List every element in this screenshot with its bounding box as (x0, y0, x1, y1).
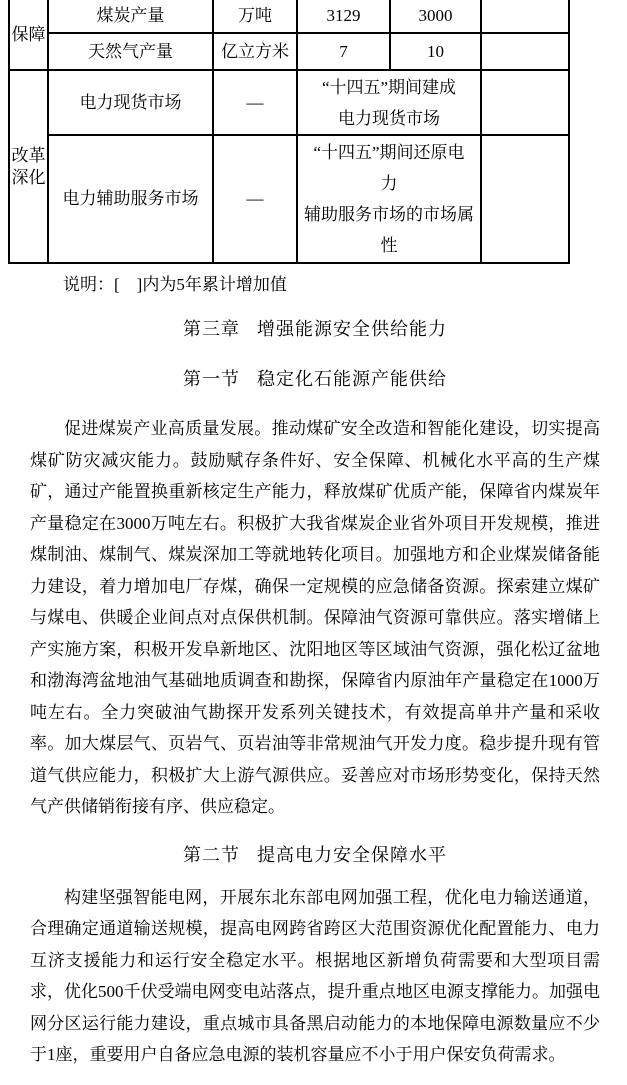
value-cell: 10 (390, 33, 481, 70)
empty-cell (481, 135, 569, 263)
unit-cell: 万吨 (213, 0, 297, 33)
body-paragraph-1: 促进煤炭产业高质量发展。推动煤矿安全改造和智能化建设，切实提高煤矿防灾减灾能力。鼓励赋存条件好、安全保障、机械化水平高的生产煤矿，通过产能置换重新核定生产能力，释放煤矿优质产能，保障省内煤炭年产量稳定在3000万吨左右。积极扩大我省煤炭企业省外项目开发规模，推进煤制油、煤制气、煤炭深加工等就地转化项目。加强地方和企业煤炭储备能力建设，着力增加电厂存煤，确保一定规模的应急储备资源。探索建立煤矿与煤电、供暖企业间点对点保供机制。保障油气资源可靠供应。落实增储上产实施方案，积极开发阜新地区、沈阳地区等区域油气资源，强化松辽盆地和渤海湾盆地油气基础地质调查和勘探，保障省内原油年产量稳定在1000万吨左右。全力突破油气勘探开发系列关键技术，有效提高单井产量和采收率。加大煤层气、页岩气、页岩油等非常规油气开发力度。稳步提升现有管道气供应能力，积极扩大上游气源供应。妥善应对市场形势变化，保持天然气产供储销衔接有序、供应稳定。 (30, 419, 600, 816)
section-heading-2 (30, 843, 600, 868)
target-line: 辅助服务市场的市场属 (304, 205, 474, 224)
unit-cell: — (213, 70, 297, 135)
indicator-name-cell: 天然气产量 (48, 33, 213, 70)
chapter-heading (30, 317, 600, 342)
table-row (9, 70, 569, 135)
indicator-name-cell: 电力辅助服务市场 (48, 135, 213, 263)
target-cell (297, 135, 481, 263)
empty-cell (481, 33, 569, 70)
section-number: 第一节 (183, 369, 240, 389)
unit-cell: — (213, 135, 297, 263)
indicator-name-cell: 电力现货市场 (48, 70, 213, 135)
table-row (9, 33, 569, 70)
indicator-table (8, 0, 570, 264)
indicator-name-cell: 煤炭产量 (48, 0, 213, 33)
body-paragraph-2: 构建坚强智能电网，开展东北东部电网加强工程，优化电力输送通道，合理确定通道输送规模，提高电网跨省跨区大范围资源优化配置能力、电力互济支援能力和运行安全稳定水平。根据地区新增负荷需要和大型项目需求，优化500千伏受端电网变电站落点，提升重点地区电源支撑能力。加强电网分区运行能力建设，重点城市具备黑启动能力的本地保障电源数量应不少于1座，重要用户自备应急电源的装机容量应不小于用户保安负荷需求。 (30, 887, 600, 1064)
table-note: 说明：[ ]内为5年累计增加值 (63, 275, 287, 294)
section-number: 第二节 (183, 844, 240, 865)
target-line: “十四五”期间还原电 (313, 143, 465, 162)
chapter-number: 第三章 (183, 319, 240, 339)
value-cell: 3129 (297, 0, 390, 33)
value-cell: 3000 (390, 0, 481, 33)
chapter-title: 增强能源安全供给能力 (257, 319, 447, 339)
target-line: 电力现货市场 (338, 108, 440, 128)
section-label-gaige-shenhua: 改革深化 (9, 70, 48, 263)
target-line: “十四五”期间建成 (321, 77, 457, 97)
section-label-baozhang: 保障 (9, 0, 48, 70)
empty-cell (481, 0, 569, 33)
section-title: 稳定化石能源产能供给 (257, 369, 447, 389)
section-heading-1 (30, 367, 600, 392)
value-cell: 7 (297, 33, 390, 70)
table-row (9, 0, 569, 33)
table-row (9, 135, 569, 263)
target-cell (297, 70, 481, 135)
target-line: 力 (380, 174, 398, 193)
section-title: 提高电力安全保障水平 (257, 844, 447, 865)
target-line: 性 (380, 236, 398, 255)
unit-cell: 亿立方米 (213, 33, 297, 70)
empty-cell (481, 70, 569, 135)
